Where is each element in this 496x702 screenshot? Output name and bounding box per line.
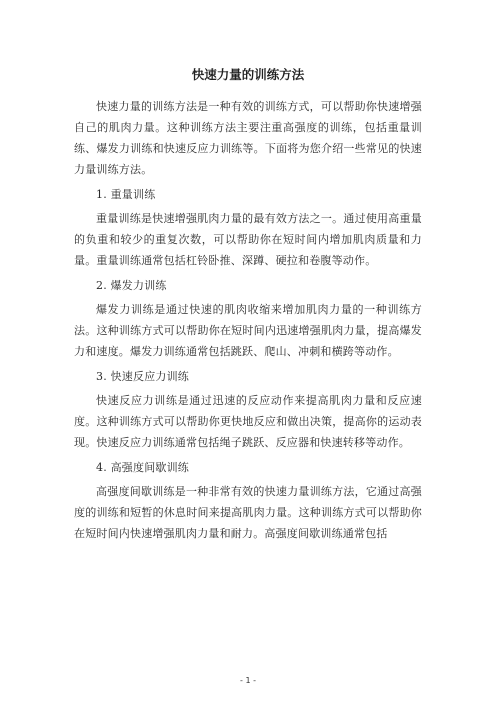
section-heading-1: 1. 重量训练	[96, 187, 156, 201]
section-heading-2: 2. 爆发力训练	[96, 278, 167, 292]
section-paragraph-2: 爆发力训练是通过快速的肌肉收缩来增加肌肉力量的一种训练方法。这种训练方式可以帮助你在短时间内迅速增强肌肉力量，提高爆发力和速度。爆发力训练通常包括跳跃、爬山、冲刺和横跨等动作。	[74, 303, 422, 358]
section-paragraph-1: 重量训练是快速增强肌肉力量的最有效方法之一。通过使用高重量的负重和较少的重复次数，可以帮助你在短时间内增加肌肉质量和力量。重量训练通常包括杠铃卧推、深蹲、硬拉和卷腹等动作。	[74, 212, 422, 267]
document-body	[74, 96, 422, 548]
section-paragraph-4: 高强度间歇训练是一种非常有效的快速力量训练方法，它通过高强度的训练和短暂的休息时间来提高肌肉力量。这种训练方式可以帮助你在短时间内快速增强肌肉力量和耐力。高强度间歇训练通常包括	[74, 485, 422, 540]
page-number: - 1 -	[240, 676, 256, 685]
section-heading-3: 3. 快速反应力训练	[96, 369, 189, 383]
section-heading-4: 4. 高强度间歇训练	[96, 460, 189, 474]
section-paragraph-3: 快速反应力训练是通过迅速的反应动作来提高肌肉力量和反应速度。这种训练方式可以帮助你更快地反应和做出决策，提高你的运动表现。快速反应力训练通常包括绳子跳跃、反应器和快速转移等动作。	[74, 394, 422, 449]
intro-paragraph: 快速力量的训练方法是一种有效的训练方式，可以帮助你快速增强自己的肌肉力量。这种训练方法主要注重高强度的训练，包括重量训练、爆发力训练和快速反应力训练等。下面将为您介绍一些常见的快速力量训练方法。	[74, 100, 422, 176]
document-title: 快速力量的训练方法	[191, 67, 305, 82]
